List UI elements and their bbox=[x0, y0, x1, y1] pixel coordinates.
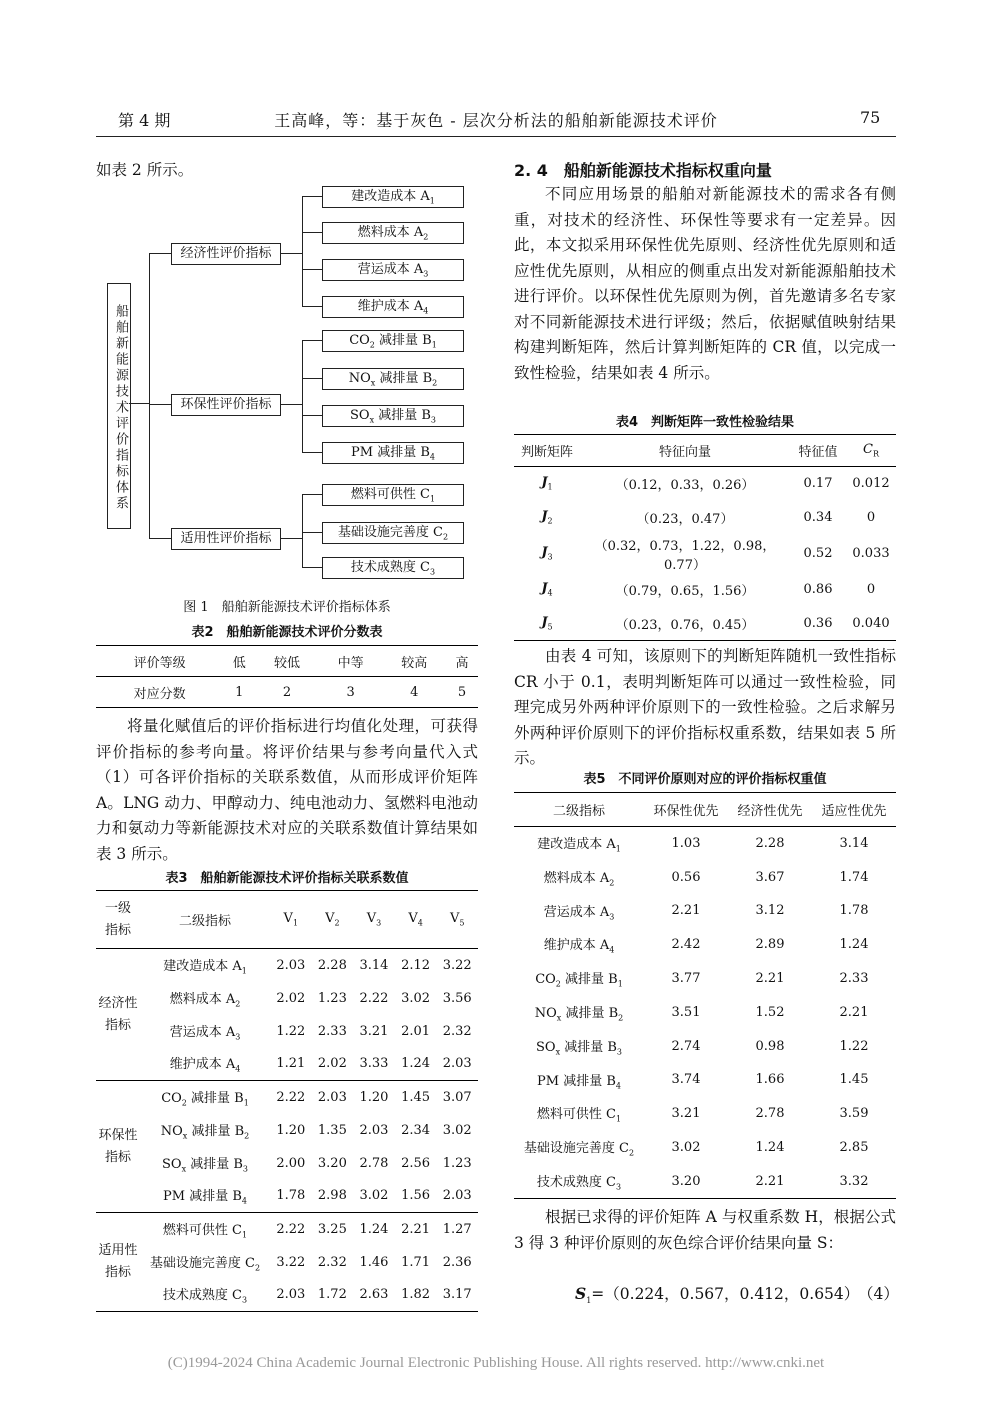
t5-row-label: $NO_x$ 减排量 $B_2$ bbox=[534, 1006, 624, 1023]
t3-row-label: 技术成熟度 $C_3$ bbox=[162, 1288, 248, 1306]
t4-vector: （0.79，0.65，1.56） bbox=[615, 584, 755, 599]
t3-cell: 1.23 bbox=[317, 990, 347, 1006]
eq-lhs: S bbox=[575, 1284, 587, 1303]
t5-cell: 1.22 bbox=[839, 1038, 869, 1054]
right-para-1: 不同应用场景的船舶对新能源技术的需求各有侧重，对技术的经济性、环保性等要求有一定差异。因此，本文拟采用环保性优先原则、经济性优先原则和适应性优先原则，从相应的侧重点出发对新能源船舶技术进行评价。以环保性优先原则为例，首先邀请多名专家对不同新能源技术进行评级；然后，依据赋值映射结果构建判断矩阵，然后计算判断矩阵的 CR 值，以完成一致性检验，结果如表 4 所示。 bbox=[514, 185, 896, 382]
t5-cell: 1.74 bbox=[839, 869, 869, 885]
t4-vector: （0.12，0.33，0.26） bbox=[615, 478, 755, 494]
t3-cell: 1.72 bbox=[317, 1287, 347, 1303]
t4-vector: （0.23，0.76，0.45） bbox=[615, 617, 755, 633]
t3-cell: 3.25 bbox=[317, 1221, 347, 1237]
t4-vector: （0.32，0.73，1.22，0.98，0.77） bbox=[594, 538, 776, 573]
t3-row-label: 维护成本 $A_4$ bbox=[169, 1057, 241, 1075]
t5-cell: 2.33 bbox=[839, 971, 869, 987]
diagram-item: PM 减排量 $B_4$ bbox=[322, 442, 464, 464]
diagram-root: 船舶新能源技术评价指标体系 bbox=[107, 283, 131, 529]
t3-cell: 3.22 bbox=[276, 1254, 306, 1270]
t2-cell: 3 bbox=[346, 684, 355, 700]
t3-cell: 3.02 bbox=[359, 1188, 389, 1204]
diagram-item: $SO_x$ 减排量 $B_3$ bbox=[322, 405, 464, 427]
table-3-caption: 表3 船舶新能源技术评价指标关联系数值 bbox=[165, 871, 409, 886]
equation-number: （4） bbox=[858, 1285, 899, 1303]
t3-head: $V_2$ bbox=[325, 911, 340, 928]
t5-cell: 3.74 bbox=[671, 1072, 701, 1088]
t3-cell: 2.03 bbox=[276, 957, 306, 973]
t3-row-label: 营运成本 $A_3$ bbox=[169, 1024, 241, 1042]
t4-matrix: $J_3$ bbox=[541, 545, 553, 562]
t5-cell: 2.28 bbox=[755, 836, 785, 852]
diagram-item: 基础设施完善度 $C_2$ bbox=[322, 522, 464, 544]
diagram-item: 燃料可供性 $C_1$ bbox=[322, 484, 464, 506]
t5-cell: 1.45 bbox=[839, 1072, 869, 1088]
t5-row-label: 技术成熟度 $C_3$ bbox=[536, 1174, 622, 1192]
t5-cell: 2.21 bbox=[755, 971, 785, 987]
t3-cell: 2.78 bbox=[359, 1155, 389, 1171]
diagram-item: $NO_x$ 减排量 $B_2$ bbox=[322, 368, 464, 390]
t3-cell: 3.17 bbox=[442, 1287, 472, 1303]
t4-head: $C_R$ bbox=[863, 442, 879, 459]
t5-row-label: 营运成本 $A_3$ bbox=[543, 904, 615, 922]
t3-group: 经济性 指标 bbox=[98, 995, 138, 1033]
t3-cell: 3.33 bbox=[359, 1056, 389, 1072]
t5-row-label: 基础设施完善度 $C_2$ bbox=[523, 1141, 635, 1158]
t5-cell: 2.74 bbox=[671, 1038, 701, 1054]
t4-matrix: $J_1$ bbox=[541, 475, 553, 493]
t5-cell: 3.21 bbox=[671, 1106, 701, 1122]
t3-head: 二级指标 bbox=[178, 914, 231, 929]
t3-cell: 1.24 bbox=[359, 1221, 389, 1237]
t4-cr: 0 bbox=[866, 510, 876, 525]
t5-head: 二级指标 bbox=[552, 804, 605, 819]
t3-cell: 2.36 bbox=[442, 1254, 472, 1270]
t3-group: 环保性 指标 bbox=[98, 1127, 138, 1165]
equation-4 bbox=[575, 1282, 859, 1305]
figure-1-caption: 图 1 船舶新能源技术评价指标体系 bbox=[183, 600, 391, 615]
t2-head-cell: 评价等级 bbox=[133, 655, 186, 671]
t5-cell: 3.32 bbox=[839, 1173, 869, 1189]
watermark: (C)1994-2024 China Academic Journal Electronic Publishing House. All rights reserved. http://www.cnki.net bbox=[167, 1355, 825, 1371]
diagram-item: $CO_2$ 减排量 $B_1$ bbox=[322, 330, 464, 352]
t2-head-cell: 中等 bbox=[337, 655, 364, 671]
t4-cr: 0.040 bbox=[852, 615, 890, 631]
t5-cell: 3.20 bbox=[671, 1173, 701, 1189]
t3-cell: 2.03 bbox=[442, 1188, 472, 1204]
t4-matrix: $J_2$ bbox=[541, 509, 553, 526]
t4-cr: 0 bbox=[866, 582, 876, 597]
t5-cell: 2.21 bbox=[671, 903, 701, 919]
diagram-item: 建改造成本 $A_1$ bbox=[322, 186, 464, 208]
t3-cell: 1.27 bbox=[442, 1221, 472, 1237]
t5-cell: 3.77 bbox=[671, 971, 701, 987]
t5-row-label: 燃料成本 $A_2$ bbox=[543, 870, 615, 888]
t3-cell: 2.32 bbox=[317, 1254, 347, 1270]
table-2 bbox=[96, 645, 478, 708]
t3-cell: 2.32 bbox=[442, 1023, 472, 1039]
t3-row-label: $NO_x$ 减排量 $B_2$ bbox=[160, 1123, 250, 1141]
header-rule bbox=[96, 136, 896, 137]
t5-cell: 2.21 bbox=[755, 1173, 785, 1189]
diagram-item: 营运成本 $A_3$ bbox=[322, 259, 464, 281]
t3-cell: 3.21 bbox=[359, 1023, 389, 1039]
t3-cell: 2.22 bbox=[276, 1089, 306, 1105]
t4-eigen: 0.86 bbox=[803, 582, 833, 597]
t3-cell: 1.46 bbox=[359, 1254, 389, 1270]
t3-row-label: 燃料可供性 $C_1$ bbox=[162, 1222, 248, 1240]
t3-cell: 2.00 bbox=[276, 1155, 306, 1171]
section-heading: 2. 4 船舶新能源技术指标权重向量 bbox=[514, 161, 772, 180]
table-5-caption: 表5 不同评价原则对应的评价指标权重值 bbox=[583, 772, 827, 787]
t3-cell: 2.28 bbox=[317, 957, 347, 973]
t3-cell: 2.03 bbox=[317, 1089, 347, 1105]
t3-cell: 1.24 bbox=[401, 1056, 431, 1072]
t4-head: 特征值 bbox=[798, 445, 838, 460]
t3-cell: 2.21 bbox=[401, 1221, 431, 1237]
t3-cell: 2.02 bbox=[317, 1056, 347, 1072]
t3-row-label: $CO_2$ 减排量 $B_1$ bbox=[161, 1090, 249, 1108]
t4-cr: 0.012 bbox=[852, 476, 890, 492]
t3-cell: 1.71 bbox=[401, 1254, 431, 1270]
t5-cell: 2.42 bbox=[671, 937, 701, 953]
t3-head: $V_3$ bbox=[366, 911, 382, 928]
t2-head-cell: 较低 bbox=[273, 655, 300, 671]
t5-cell: 1.24 bbox=[839, 937, 869, 953]
page-number: 75 bbox=[860, 108, 881, 127]
t3-cell: 2.03 bbox=[276, 1287, 306, 1303]
t5-cell: 0.56 bbox=[671, 869, 701, 885]
t4-matrix: $J_4$ bbox=[541, 581, 553, 598]
t3-cell: 3.02 bbox=[401, 990, 431, 1006]
t5-cell: 3.59 bbox=[839, 1106, 869, 1122]
t3-cell: 2.22 bbox=[276, 1221, 306, 1237]
t3-cell: 3.20 bbox=[317, 1155, 347, 1171]
t3-cell: 3.56 bbox=[442, 990, 472, 1006]
t5-cell: 3.51 bbox=[671, 1004, 701, 1020]
t4-head: 特征向量 bbox=[658, 445, 711, 460]
left-intro: 如表 2 所示。 bbox=[96, 161, 194, 179]
t3-row-label: 基础设施完善度 $C_2$ bbox=[149, 1255, 261, 1273]
t5-row-label: $CO_2$ 减排量 $B_1$ bbox=[535, 972, 623, 989]
t3-cell: 2.01 bbox=[401, 1023, 431, 1039]
t3-cell: 1.45 bbox=[401, 1089, 431, 1105]
t3-cell: 3.22 bbox=[442, 957, 472, 973]
t3-row-label: $SO_x$ 减排量 $B_3$ bbox=[161, 1156, 248, 1174]
t4-eigen: 0.17 bbox=[803, 476, 833, 492]
t2-cell: 对应分数 bbox=[133, 686, 186, 702]
diagram-item: 维护成本 $A_4$ bbox=[322, 296, 464, 318]
t3-cell: 1.35 bbox=[317, 1122, 347, 1138]
t5-row-label: $SO_x$ 减排量 $B_3$ bbox=[535, 1039, 622, 1057]
t3-cell: 1.56 bbox=[401, 1188, 431, 1204]
t3-cell: 2.34 bbox=[401, 1122, 431, 1138]
t4-matrix: $J_5$ bbox=[541, 614, 553, 632]
t3-cell: 2.22 bbox=[359, 990, 389, 1006]
t2-cell: 4 bbox=[410, 684, 419, 700]
t5-cell: 2.85 bbox=[839, 1140, 869, 1156]
diagram-group-2: 适用性评价指标 bbox=[171, 528, 281, 550]
t2-cell: 5 bbox=[457, 684, 467, 700]
t5-cell: 1.66 bbox=[755, 1072, 785, 1088]
t5-cell: 1.78 bbox=[839, 903, 869, 919]
t4-eigen: 0.52 bbox=[803, 546, 833, 561]
eq-body: =（0.224，0.567，0.412，0.654） bbox=[591, 1285, 860, 1303]
left-para-1: 将量化赋值后的评价指标进行均值化处理，可获得评价指标的参考向量。将评价结果与参考向量代入式（1）可各评价指标的关联系数值，从而形成评价矩阵 A。LNG 动力、甲醇动力、纯电池动力、氢燃料电池动力和氨动力等新能源技术对应的关联系数值计算结果如表 3 所示。 bbox=[96, 717, 478, 863]
t2-head-cell: 高 bbox=[455, 655, 469, 671]
t3-cell: 2.63 bbox=[359, 1287, 389, 1303]
table-5 bbox=[514, 792, 896, 1199]
t5-cell: 2.21 bbox=[839, 1004, 869, 1020]
table-2-caption: 表2 船舶新能源技术评价分数表 bbox=[191, 625, 383, 640]
diagram-item: 燃料成本 $A_2$ bbox=[322, 222, 464, 244]
t3-head: $V_4$ bbox=[408, 911, 423, 928]
t5-head: 经济性优先 bbox=[737, 804, 803, 819]
t5-row-label: PM 减排量 $B_4$ bbox=[537, 1073, 621, 1091]
table-4 bbox=[514, 434, 896, 641]
t3-row-label: PM 减排量 $B_4$ bbox=[163, 1189, 247, 1207]
t3-cell: 2.12 bbox=[401, 957, 431, 973]
t4-eigen: 0.36 bbox=[803, 615, 833, 631]
t5-cell: 0.98 bbox=[755, 1038, 785, 1054]
issue-number: 第 4 期 bbox=[118, 111, 171, 130]
t5-row-label: 建改造成本 $A_1$ bbox=[537, 837, 621, 854]
table-4-caption: 表4 判断矩阵一致性检验结果 bbox=[615, 415, 795, 430]
t3-cell: 2.56 bbox=[401, 1155, 431, 1171]
t5-cell: 1.52 bbox=[755, 1004, 785, 1020]
t2-cell: 1 bbox=[235, 684, 244, 700]
t3-cell: 2.02 bbox=[276, 990, 306, 1006]
t3-head: $V_5$ bbox=[449, 911, 465, 928]
t4-head: 判断矩阵 bbox=[520, 445, 573, 460]
running-title: 王高峰，等：基于灰色 - 层次分析法的船舶新能源技术评价 bbox=[274, 111, 718, 130]
t3-cell: 2.03 bbox=[359, 1122, 389, 1138]
t5-cell: 3.12 bbox=[755, 903, 785, 919]
right-para-3: 根据已求得的评价矩阵 A 与权重系数 H，根据公式 3 得 3 种评价原则的灰色综合评价结果向量 S： bbox=[514, 1208, 896, 1252]
t5-row-label: 维护成本 $A_4$ bbox=[543, 938, 615, 956]
t4-cr: 0.033 bbox=[852, 546, 890, 561]
t5-row-label: 燃料可供性 $C_1$ bbox=[536, 1107, 622, 1125]
t5-cell: 2.78 bbox=[755, 1106, 785, 1122]
t5-cell: 2.89 bbox=[755, 937, 785, 953]
figure-1-diagram bbox=[96, 180, 478, 590]
t5-cell: 3.02 bbox=[671, 1140, 701, 1156]
t5-cell: 1.24 bbox=[755, 1140, 785, 1156]
t3-cell: 1.23 bbox=[442, 1155, 472, 1171]
t3-cell: 2.03 bbox=[442, 1056, 472, 1072]
t3-row-label: 建改造成本 $A_1$ bbox=[163, 958, 247, 976]
t4-eigen: 0.34 bbox=[803, 510, 833, 525]
t3-cell: 1.82 bbox=[401, 1287, 431, 1303]
t3-row-label: 燃料成本 $A_2$ bbox=[169, 991, 241, 1009]
diagram-group-0: 经济性评价指标 bbox=[171, 243, 281, 265]
t5-head: 环保性优先 bbox=[653, 804, 719, 819]
t3-cell: 3.02 bbox=[442, 1122, 472, 1138]
t4-vector: （0.23，0.47） bbox=[636, 512, 734, 527]
t5-cell: 3.67 bbox=[755, 869, 785, 885]
t5-head: 适应性优先 bbox=[821, 804, 887, 819]
t3-head: $V_1$ bbox=[283, 911, 299, 928]
t2-head-cell: 较高 bbox=[401, 655, 428, 671]
t2-cell: 2 bbox=[282, 684, 292, 700]
t2-head-cell: 低 bbox=[232, 655, 246, 671]
t3-cell: 3.07 bbox=[442, 1089, 472, 1105]
diagram-group-1: 环保性评价指标 bbox=[171, 394, 281, 416]
t3-cell: 2.33 bbox=[317, 1023, 347, 1039]
right-para-2: 由表 4 可知，该原则下的判断矩阵随机一致性指标 CR 小于 0.1，表明判断矩阵可以通过一致性检验，同理完成另外两种评价原则下的一致性检验。之后求解另外两种评价原则下的评价指标权重系数，结果如表 5 所示。 bbox=[514, 647, 896, 767]
t5-cell: 3.14 bbox=[839, 836, 869, 852]
t3-cell: 1.22 bbox=[276, 1023, 306, 1039]
t3-head: 一级 指标 bbox=[104, 900, 131, 938]
t3-cell: 1.20 bbox=[359, 1089, 389, 1105]
eq-sub: 1 bbox=[586, 1296, 592, 1306]
table-3 bbox=[96, 890, 478, 1312]
t3-group: 适用性 指标 bbox=[98, 1243, 138, 1280]
t3-cell: 1.21 bbox=[276, 1056, 306, 1072]
t5-cell: 1.03 bbox=[671, 836, 701, 852]
t3-cell: 2.98 bbox=[317, 1188, 347, 1204]
diagram-item: 技术成熟度 $C_3$ bbox=[322, 557, 464, 579]
t3-cell: 3.14 bbox=[359, 957, 389, 973]
t3-cell: 1.20 bbox=[276, 1122, 306, 1138]
t3-cell: 1.78 bbox=[276, 1188, 306, 1204]
